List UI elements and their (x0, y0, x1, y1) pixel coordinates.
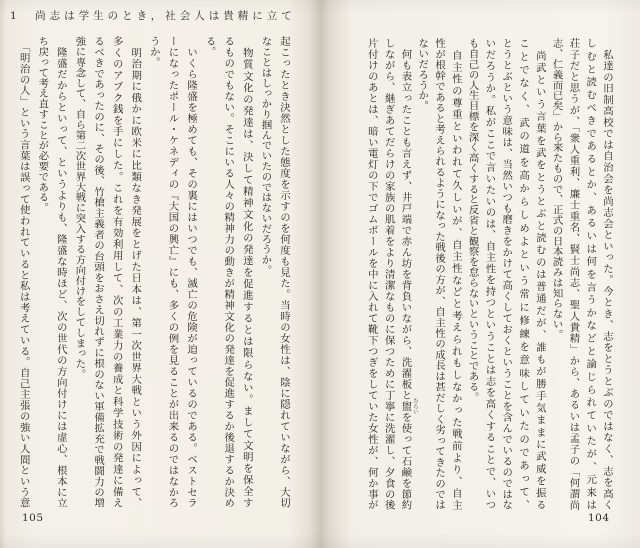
text-line: 起こったとき決然とした態度を示すのを何度も見た。当時の女性は、陰に隠れていながら、大切 (278, 36, 290, 508)
page-text (363, 38, 615, 510)
text-line: 何も表立ったことも言えず、井戸端で赤ん坊を背負いながら、洗濯板と盥を使って石鹸を節約 (399, 38, 412, 510)
text-line: 片付けのあとは、暗い電灯の下でゴムボールを中に入れて靴下つぎをしていた女性が、何か事が (365, 38, 378, 510)
furigana: たらい (412, 398, 418, 415)
text-line: 物質文化の発達は、決して精神文化の発達を促進するとは限らない。まして文明を保全す (240, 36, 253, 508)
text-line: なことはしっかり掴んでいたのではないだろうか。 (259, 36, 272, 276)
text-line: うか。 (147, 36, 160, 68)
text-line: ち戻って考え直すことが必要である。 (36, 36, 49, 213)
text-line: 明治期に俄かに欧米に比類なき発展をとげた日本は、第一次世界大戦という外因によって、 (129, 36, 142, 508)
text-line: 多くのアブク銭を手にした。これを有効利用して、次の工業力の養成と科学技術の発達に備え (110, 36, 123, 508)
text-line: る。 (203, 36, 216, 57)
page-number: 105 (22, 512, 44, 524)
text-line: るものでもない。そこにいる人々の精神力の動きが精神文化の発達を促進するか後退するか決め (222, 36, 235, 508)
text-line: ーになったポール・ケネディの『大国の興亡』にも、多くの例を見ることが出来るのではなかろ (166, 36, 179, 508)
text-line: いくら隆盛を極めても、その裏にはいつでも、滅亡の危険が迫っているのである。ベストセラ (185, 36, 198, 508)
text-line: 私達の旧制高校では自治会を尚志会といった。今とき、志をとうとぶのではなく、志を高く (601, 38, 613, 510)
page-text (14, 36, 293, 508)
text-line: 性が根幹であると考えられるようになった戦後の方が、自主性の成長は甚だしく劣ってきたのでは (433, 38, 446, 510)
text-line: とうとぶという意味は、当然いつも磨きをかけて高くしておくということを含んでいるのではな (500, 38, 513, 510)
text-line: 強に専念して、自ら第二次世界大戦に突入する方向付けをしてしまった。 (73, 36, 86, 380)
text-line: 隆盛だからといって、というよりも、隆盛な時ほど、次の世代の方向付けには虚心、根本に立 (54, 36, 67, 508)
text-line: しながら、継ぎあてだらけの家族の肌着をより清潔なものに保つために丁寧に洗濯し、夕食の後 (382, 38, 395, 510)
text-line: 「明治の人」という言葉は誤って使われていると私は考えている。自己主張の強い人間という意 (17, 36, 30, 508)
text-line: 荘子だと思うが、「衆人重利、廉士重名、賢士尚志、聖人貴精」から、あるいは孟子の「何謂尚 (567, 38, 580, 510)
page-number: 104 (588, 512, 610, 524)
text-line: 志、仁義而已矣」から来たもので、正式の日本読みは知らない。 (550, 38, 563, 340)
text-line: 自主性の尊重といわれて久しいが、自主性などと考えられもしなかった戦前より、自主 (449, 38, 462, 510)
text-line: 尚武という言葉を武をとうとぶと読むのは普通だが、誰もが勝手気ままに武威を振る (533, 38, 546, 510)
page-104 (322, 0, 640, 548)
running-head: 1 尚志は学生のとき，社会人は貴精に立て (10, 10, 296, 22)
text-line: ないだろうか。 (416, 38, 429, 111)
text-line: るべきであったのに、その後、竹槍主義者の台頭をおさえ切れずに根のない軍備拡充で戦闘力の増 (92, 36, 105, 508)
text-line: も自己の人生目標を深く高くすると反省と観察を怠らないということである。 (466, 38, 479, 402)
text-line: しむと読むべきであるとか、あるいは何を言うかなどと論じられていたが、元来は (584, 38, 597, 510)
text-line: ことでなく、武の道を高からしめよという常に修練を意味していたのであって、 (517, 38, 530, 510)
text-line: いだろうか。私がここで言いたいのは、自主性を持つということは志を高くすることで、いつ (483, 38, 496, 510)
